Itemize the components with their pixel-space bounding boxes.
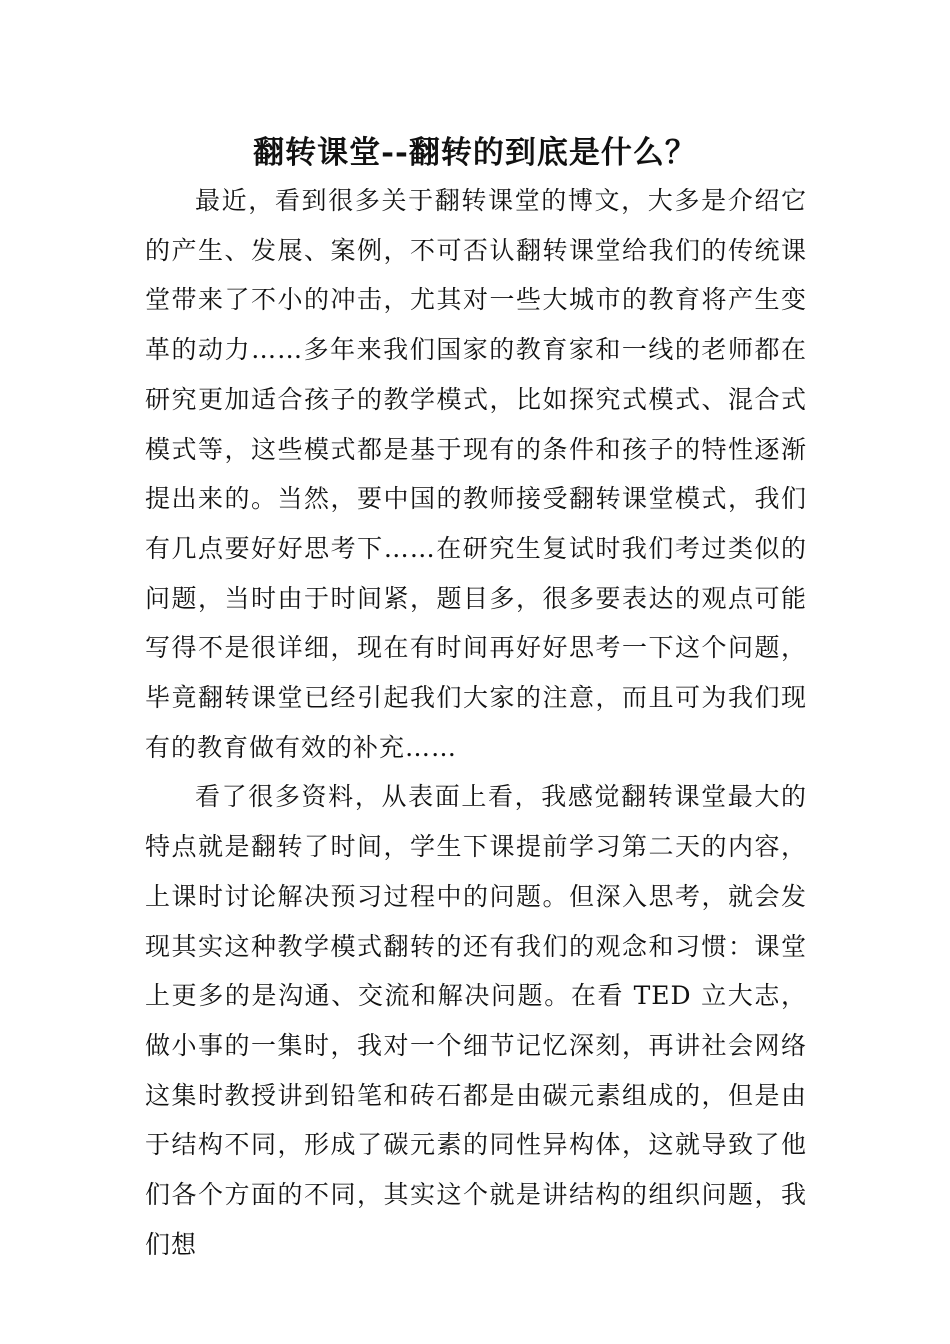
paragraph-1: 最近，看到很多关于翻转课堂的博文，大多是介绍它的产生、发展、案例，不可否认翻转课堂给我们的传统课堂带来了不小的冲击，尤其对一些大城市的教育将产生变革的动力……多年来我们国家的教育家和一线的老师都在研究更加适合孩子的教学模式，比如探究式模式、混合式模式等，这些模式都是基于现有的条件和孩子的特性逐渐提出来的。当然，要中国的教师接受翻转课堂模式，我们有几点要好好思考下……在研究生复试时我们考过类似的问题，当时由于时间紧，题目多，很多要表达的观点可能写得不是很详细，现在有时间再好好思考一下这个问题，毕竟翻转课堂已经引起我们大家的注意，而且可为我们现有的教育做有效的补充…… <box>145 186 807 762</box>
document-body <box>145 176 807 1269</box>
paragraph-2: 看了很多资料，从表面上看，我感觉翻转课堂最大的特点就是翻转了时间，学生下课提前学习第二天的内容，上课时讨论解决预习过程中的问题。但深入思考，就会发现其实这种教学模式翻转的还有我们的观念和习惯：课堂上更多的是沟通、交流和解决问题。在看 TED 立大志，做小事的一集时，我对一个细节记忆深刻，再讲社会网络这集时教授讲到铅笔和砖石都是由碳元素组成的，但是由于结构不同，形成了碳元素的同性异构体，这就导致了他们各个方面的不同，其实这个就是讲结构的组织问题，我们想 <box>145 782 807 1259</box>
document-title: 翻转课堂--翻转的到底是什么？ <box>253 135 697 171</box>
